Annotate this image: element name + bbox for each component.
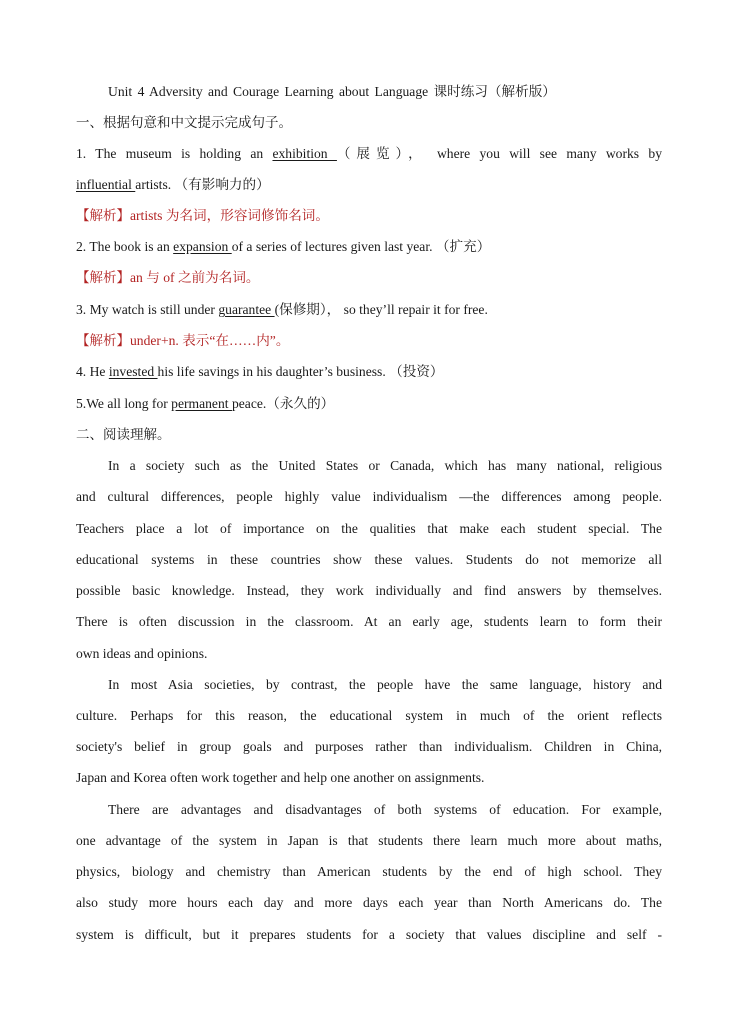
answer-invested: invested	[108, 364, 158, 379]
answer-guarantee: guarantee	[218, 302, 275, 317]
passage-line: culture. Perhaps for this reason, the educational system in much of the orient reflects	[76, 708, 662, 723]
answer-influential: influential	[76, 177, 136, 192]
question-5-text: 5.We all long for	[76, 396, 172, 411]
passage-line: There are advantages and disadvantages of both systems of education. For example,	[108, 802, 662, 817]
question-3-text: 3. My watch is still under	[76, 302, 219, 317]
analysis-tag: 【解析】	[76, 333, 130, 349]
question-4-text: his life savings in his daughter’s business. （投资）	[157, 364, 444, 379]
analysis-3	[76, 331, 662, 351]
section-2-heading: 二、阅读理解。	[76, 427, 171, 443]
analysis-2	[76, 268, 662, 288]
passage-line: There is often discussion in the classroom. At an early age, students learn to form their	[76, 614, 662, 629]
passage-line: physics, biology and chemistry than American students by the end of high school. They	[76, 864, 662, 879]
answer-exhibition: exhibition	[272, 146, 337, 161]
passage-line: In a society such as the United States or Canada, which has many national, religious	[108, 458, 662, 473]
question-1-text: 1. The museum is holding an	[76, 146, 273, 161]
passage-line: society's belief in group goals and purposes rather than individualism. Children in China,	[76, 739, 662, 754]
passage-line: possible basic knowledge. Instead, they work individually and find answers by themselves.	[76, 583, 662, 598]
answer-permanent: permanent	[171, 396, 232, 411]
question-1-line-2	[76, 175, 662, 195]
question-1-line-1	[76, 144, 662, 164]
analysis-tag: 【解析】	[76, 270, 130, 286]
passage-line: Japan and Korea often work together and help one another on assignments.	[76, 770, 485, 785]
section-1-heading: 一、根据句意和中文提示完成句子。	[76, 115, 292, 131]
question-5	[76, 394, 662, 414]
document-title: Unit 4 Adversity and Courage Learning about Language 课时练习（解析版）	[108, 84, 556, 99]
analysis-text: an 与 of 之前为名词。	[130, 270, 260, 285]
question-2	[76, 237, 662, 257]
question-2-text: 2. The book is an	[76, 239, 174, 254]
passage-line: own ideas and opinions.	[76, 646, 208, 661]
analysis-1	[76, 206, 662, 226]
question-5-text: peace.（永久的）	[231, 396, 335, 411]
analysis-text: artists 为名词，形容词修饰名词。	[130, 208, 329, 223]
question-2-text: of a series of lectures given last year. （扩充）	[231, 239, 491, 254]
answer-expansion: expansion	[173, 239, 232, 254]
question-1-text: artists. （有影响力的）	[135, 177, 270, 192]
passage-line: system is difficult, but it prepares students for a society that values discipline and self -	[76, 927, 662, 942]
analysis-tag: 【解析】	[76, 208, 130, 224]
passage-line: educational systems in these countries show these values. Students do not memorize all	[76, 552, 662, 567]
passage-line: also study more hours each day and more days each year than North Americans do. The	[76, 895, 662, 910]
question-4	[76, 362, 662, 382]
question-1-text: （展览）， where you will see many works by	[336, 146, 662, 161]
question-4-text: 4. He	[76, 364, 109, 379]
analysis-text: under+n. 表示“在……内”。	[130, 333, 290, 348]
question-3-text: (保修期）， so they’ll repair it for free.	[274, 302, 488, 317]
passage-line: Teachers place a lot of importance on the qualities that make each student special. The	[76, 521, 662, 536]
passage-line: and cultural differences, people highly value individualism —the differences among people.	[76, 489, 662, 504]
passage-line: In most Asia societies, by contrast, the people have the same language, history and	[108, 677, 662, 692]
passage-line: one advantage of the system in Japan is that students there learn much more about maths,	[76, 833, 662, 848]
question-3	[76, 300, 662, 320]
